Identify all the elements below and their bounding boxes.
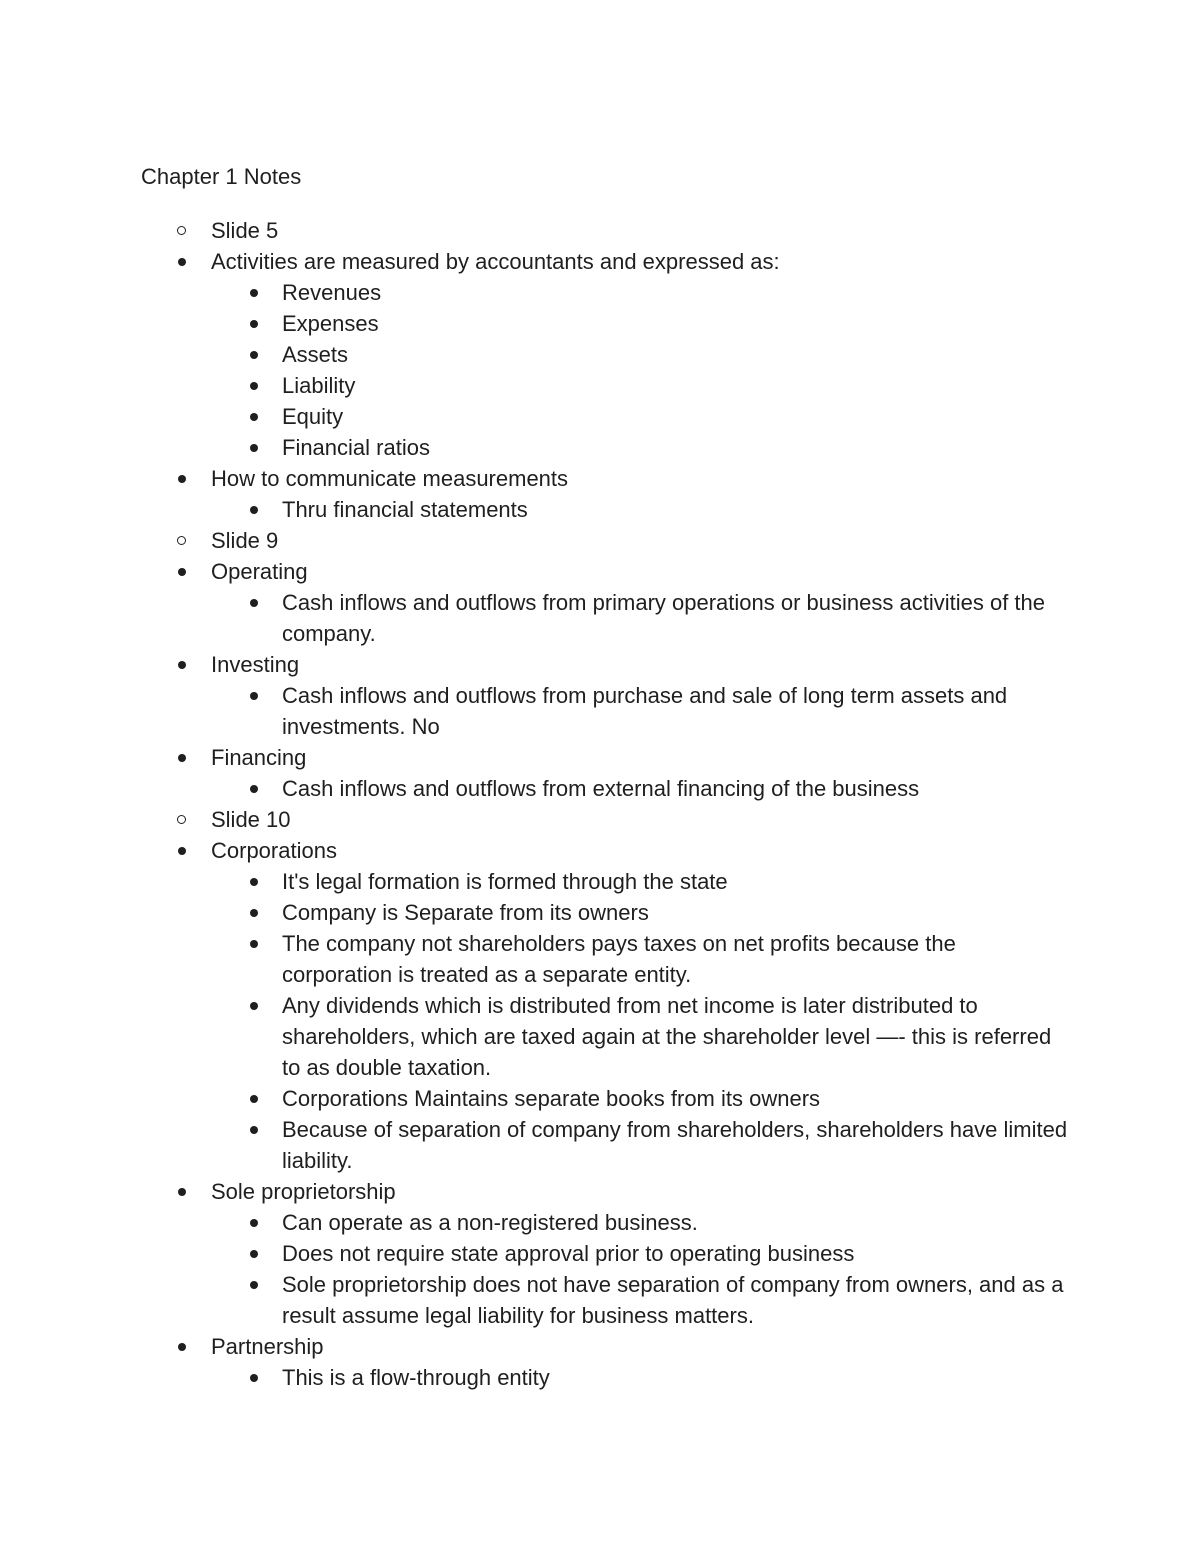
sub-list-item: [0, 277, 1200, 308]
sub-list-item: [0, 866, 1200, 897]
list-item-text: Financing: [211, 745, 307, 770]
bullet-icon: [248, 928, 262, 959]
list-item-text: Because of separation of company from shareholders, shareholders have limited liability.: [282, 1117, 1068, 1173]
bullet-icon: [248, 1207, 262, 1238]
sub-list-item: [0, 308, 1200, 339]
list-item-text: Sole proprietorship does not have separation of company from owners, and as a result assume legal liability for business matters.: [282, 1272, 1064, 1328]
bullet-icon: [248, 1083, 262, 1114]
list-item-text: Thru financial statements: [282, 497, 528, 522]
list-item-text: Liability: [282, 373, 356, 398]
bullet-icon: [248, 1114, 262, 1145]
list-item-text: This is a flow-through entity: [282, 1365, 550, 1390]
bullet-icon: [248, 494, 262, 525]
list-item: [0, 1331, 1200, 1362]
sub-list-item: [0, 1083, 1200, 1114]
list-item: [0, 556, 1200, 587]
bullet-icon: [248, 1362, 262, 1393]
sub-list-item: [0, 401, 1200, 432]
bullet-icon: [248, 308, 262, 339]
sub-list-item: [0, 1114, 1200, 1176]
sub-list-item: [0, 432, 1200, 463]
hollow-bullet-icon: [176, 525, 190, 556]
list-item-text: Sole proprietorship: [211, 1179, 396, 1204]
list-item: [0, 742, 1200, 773]
list-item-text: The company not shareholders pays taxes on net profits because the corporation is treated as a separate entity.: [282, 931, 956, 987]
section-heading-item: [0, 215, 1200, 246]
list-item: [0, 246, 1200, 277]
list-item-text: Assets: [282, 342, 349, 367]
hollow-bullet-icon: [176, 804, 190, 835]
sub-list-item: [0, 1269, 1200, 1331]
list-item-text: Slide 10: [211, 807, 291, 832]
list-item: [0, 649, 1200, 680]
sub-list-item: [0, 897, 1200, 928]
document-title: Chapter 1 Notes: [141, 164, 302, 189]
list-item-text: Can operate as a non-registered business.: [282, 1210, 698, 1235]
list-item-text: Operating: [211, 559, 308, 584]
sub-list-item: [0, 773, 1200, 804]
list-item-text: Company is Separate from its owners: [282, 900, 649, 925]
sub-list-item: [0, 587, 1200, 649]
bullet-icon: [248, 1269, 262, 1300]
list-item-text: Equity: [282, 404, 344, 429]
sub-list-item: [0, 339, 1200, 370]
bullet-icon: [248, 990, 262, 1021]
bullet-icon: [248, 370, 262, 401]
list-item-text: Investing: [211, 652, 300, 677]
bullet-icon: [176, 742, 190, 773]
list-item-text: Cash inflows and outflows from primary operations or business activities of the company.: [282, 590, 1046, 646]
bullet-icon: [248, 897, 262, 928]
list-item: [0, 1176, 1200, 1207]
sub-list-item: [0, 370, 1200, 401]
list-item-text: Slide 9: [211, 528, 279, 553]
sub-list-item: [0, 680, 1200, 742]
section-heading-item: [0, 804, 1200, 835]
list-item-text: Activities are measured by accountants and expressed as:: [211, 249, 780, 274]
list-item-text: Partnership: [211, 1334, 324, 1359]
sub-list-item: [0, 1207, 1200, 1238]
list-item-text: Cash inflows and outflows from external financing of the business: [282, 776, 920, 801]
bullet-icon: [176, 1176, 190, 1207]
list-item-text: Slide 5: [211, 218, 279, 243]
list-item-text: Cash inflows and outflows from purchase and sale of long term assets and investments. No: [282, 683, 1008, 739]
bullet-icon: [248, 1238, 262, 1269]
bullet-icon: [176, 649, 190, 680]
list-item: [0, 463, 1200, 494]
bullet-icon: [248, 277, 262, 308]
bullet-icon: [248, 773, 262, 804]
bullet-icon: [176, 556, 190, 587]
sub-list-item: [0, 1238, 1200, 1269]
list-item-text: How to communicate measurements: [211, 466, 569, 491]
hollow-bullet-icon: [176, 215, 190, 246]
section-heading-item: [0, 525, 1200, 556]
bullet-icon: [176, 835, 190, 866]
list-item-text: Any dividends which is distributed from net income is later distributed to shareholders, which are taxed again at the shareholder level —- this is referred to as double taxation.: [282, 993, 1052, 1080]
bullet-icon: [176, 246, 190, 277]
list-item-text: Does not require state approval prior to operating business: [282, 1241, 855, 1266]
bullet-icon: [176, 1331, 190, 1362]
sub-list-item: [0, 928, 1200, 990]
bullet-icon: [176, 463, 190, 494]
list-item-text: Revenues: [282, 280, 382, 305]
list-item-text: Financial ratios: [282, 435, 430, 460]
bullet-icon: [248, 866, 262, 897]
list-item-text: Corporations Maintains separate books from its owners: [282, 1086, 821, 1111]
notes-outline: [0, 215, 1200, 1393]
list-item-text: Corporations: [211, 838, 337, 863]
bullet-icon: [248, 432, 262, 463]
sub-list-item: [0, 990, 1200, 1083]
list-item-text: Expenses: [282, 311, 379, 336]
bullet-icon: [248, 401, 262, 432]
sub-list-item: [0, 494, 1200, 525]
bullet-icon: [248, 587, 262, 618]
list-item-text: It's legal formation is formed through the state: [282, 869, 728, 894]
list-item: [0, 835, 1200, 866]
sub-list-item: [0, 1362, 1200, 1393]
bullet-icon: [248, 339, 262, 370]
bullet-icon: [248, 680, 262, 711]
